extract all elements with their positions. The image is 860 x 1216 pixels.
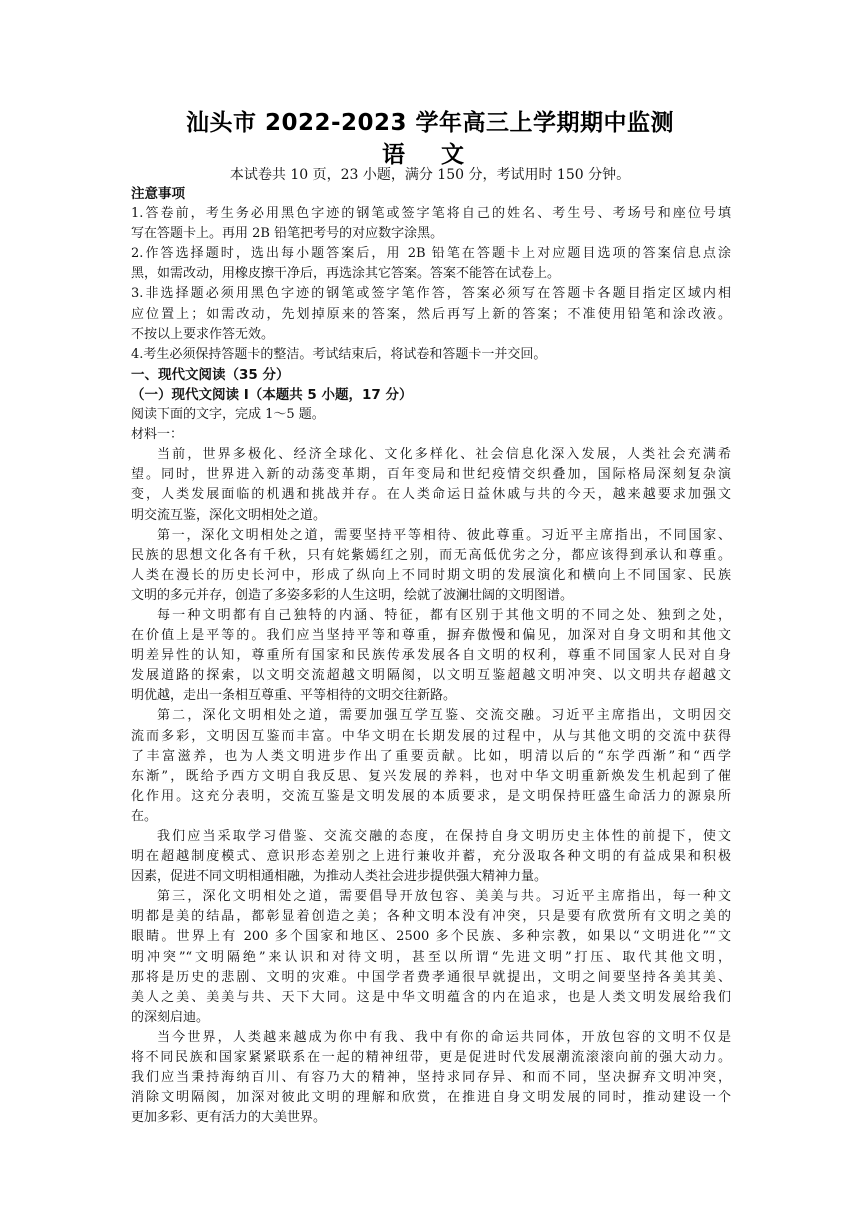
text-line: 1.答卷前，考生务必用黑色字迹的钢笔或签字笔将自己的姓名、考生号、考场号和座位号填	[131, 206, 731, 222]
text-line: 文明的多元并存，创造了多姿多彩的人生这明，绘就了波澜壮阔的文明图谱。	[131, 587, 574, 603]
text-line: 材料一：	[131, 427, 184, 443]
text-line: 每一种文明都有自己独特的内涵、特征，都有区别于其他文明的不同之处、独到之处，	[157, 607, 731, 623]
text-line: 的深刻启迪。	[131, 1009, 210, 1025]
text-line: 流而多彩，文明因互鉴而丰富。中华文明在长期发展的过程中，从与其他文明的交流中获得	[131, 728, 731, 744]
text-line: 第一，深化文明相处之道，需要坚持平等相待、彼此尊重。习近平主席指出，不同国家、	[157, 527, 731, 543]
text-line: 消除文明隔阂，加深对彼此文明的理解和欣赏，在推进自身文明发展的同时，推动建设一个	[131, 1090, 731, 1106]
text-line: 眼睛。世界上有 200 多个国家和地区、2500 多个民族、多种宗教，如果以“文明进化”“文	[131, 929, 731, 945]
text-line: 阅读下面的文字，完成 1～5 题。	[131, 407, 325, 423]
text-line: 我们应当采取学习借鉴、交流交融的态度，在保持自身文明历史主体性的前提下，使文	[157, 829, 731, 844]
text-line: 明交流互鉴，深化文明相处之道。	[131, 507, 327, 523]
text-line: 4.考生必须保持答题卡的整洁。考试结束后，将试卷和答题卡一并交回。	[131, 346, 547, 362]
text-line: 明冲突”“文明隔绝”来认识和对待文明，甚至以所谓“先进文明”打压、取代其他文明，	[131, 949, 731, 965]
section-heading: 一、现代文阅读（35 分）	[131, 366, 290, 383]
exam-title: 汕头市 2022-2023 学年高三上学期期中监测	[185, 110, 675, 136]
text-line: 人类在漫长的历史长河中，形成了纵向上不同时期文明的发展演化和横向上不同国家、民族	[131, 567, 731, 583]
text-line: 明优越，走出一条相互尊重、平等相待的文明交往新路。	[131, 688, 457, 704]
text-line: 第二，深化文明相处之道，需要加强互学互鉴、交流交融。习近平主席指出，文明因交	[157, 708, 731, 724]
text-line: 3.非选择题必须用黑色字迹的钢笔或签字笔作答，答案必须写在答题卡各题目指定区域内相	[131, 286, 731, 302]
text-line: 明差异性的认知，尊重所有国家和民族传承发展各自文明的权利，尊重不同国家人民对自身	[131, 648, 731, 664]
text-line: 东渐”，既给予西方文明自我反思、复兴发展的养料，也对中华文明重新焕发生机起到了催	[131, 768, 731, 784]
text-line: 变，人类发展面临的机遇和挑战并存。在人类命运日益休戚与共的今天，越来越要求加强文	[131, 487, 731, 503]
subject-title: 语 文	[381, 142, 478, 168]
text-line: 因素，促进不同文明相通相融，为推动人类社会进步提供强大精神力量。	[131, 869, 548, 885]
text-line: 写在答题卡上。再用 2B 铅笔把考号的对应数字涂黑。	[131, 226, 444, 242]
text-line: 当前，世界多极化、经济全球化、文化多样化、社会信息化深入发展，人类社会充满希	[157, 447, 731, 463]
text-line: 望。同时，世界进入新的动荡变革期，百年变局和世纪疫情交织叠加，国际格局深刻复杂演	[131, 467, 731, 483]
text-line: 2.作答选择题时，选出每小题答案后，用 2B 铅笔在答题卡上对应题目选项的答案信息点涂	[131, 246, 731, 262]
text-line: 发展道路的探索，以文明交流超越文明隔阂，以文明互鉴超越文明冲突、以文明共存超越文	[131, 668, 731, 684]
text-line: 在价值上是平等的。我们应当坚持平等和尊重，摒弃傲慢和偏见，加深对自身文明和其他文	[131, 628, 731, 644]
section-heading: 注意事项	[131, 186, 185, 202]
exam-body	[131, 184, 731, 1128]
text-line: 民族的思想文化各有千秋，只有姹紫嫣红之别，而无高低优劣之分，都应该得到承认和尊重。	[131, 547, 731, 563]
text-line: 明在超越制度模式、意识形态差别之上进行兼收并蓄，充分汲取各种文明的有益成果和积极	[131, 849, 731, 865]
text-line: 在。	[131, 808, 158, 824]
text-line: 我们应当秉持海纳百川、有容乃大的精神，坚持求同存异、和而不同，坚决摒弃文明冲突，	[131, 1070, 731, 1086]
text-line: 了丰富滋养，也为人类文明进步作出了重要贡献。比如，明清以后的“东学西渐”和“西学	[131, 748, 731, 764]
text-line: 应位置上；如需改动，先划掉原来的答案，然后再写上新的答案；不准使用铅笔和涂改液。	[131, 306, 731, 322]
text-line: 黑，如需改动，用橡皮擦干净后，再选涂其它答案。答案不能答在试卷上。	[131, 266, 561, 282]
exam-info: 本试卷共 10 页，23 小题，满分 150 分，考试用时 150 分钟。	[229, 167, 631, 183]
text-line: 明都是美的结晶，都彰显着创造之美；各种文明本没有冲突，只是要有欣赏所有文明之美的	[131, 909, 731, 925]
section-heading: （一）现代文阅读 I（本题共 5 小题，17 分）	[131, 386, 413, 403]
text-line: 化作用。这充分表明，交流互鉴是文明发展的本质要求，是文明保持旺盛生命活力的源泉所	[131, 788, 731, 804]
text-line: 将不同民族和国家紧紧联系在一起的精神纽带，更是促进时代发展潮流滚滚向前的强大动力。	[131, 1050, 731, 1066]
text-line: 不按以上要求作答无效。	[131, 326, 275, 342]
text-line: 第三，深化文明相处之道，需要倡导开放包容、美美与共。习近平主席指出，每一种文	[157, 889, 731, 905]
text-line: 更加多彩、更有活力的大美世界。	[131, 1110, 327, 1126]
text-line: 当今世界，人类越来越成为你中有我、我中有你的命运共同体，开放包容的文明不仅是	[157, 1029, 731, 1045]
text-line: 那将是历史的悲剧、文明的灾难。中国学者费孝通很早就提出，文明之间要坚持各美其美、	[131, 969, 731, 985]
text-line: 美人之美、美美与共、天下大同。这是中华文明蕴含的内在追求，也是人类文明发展给我们	[131, 989, 731, 1005]
